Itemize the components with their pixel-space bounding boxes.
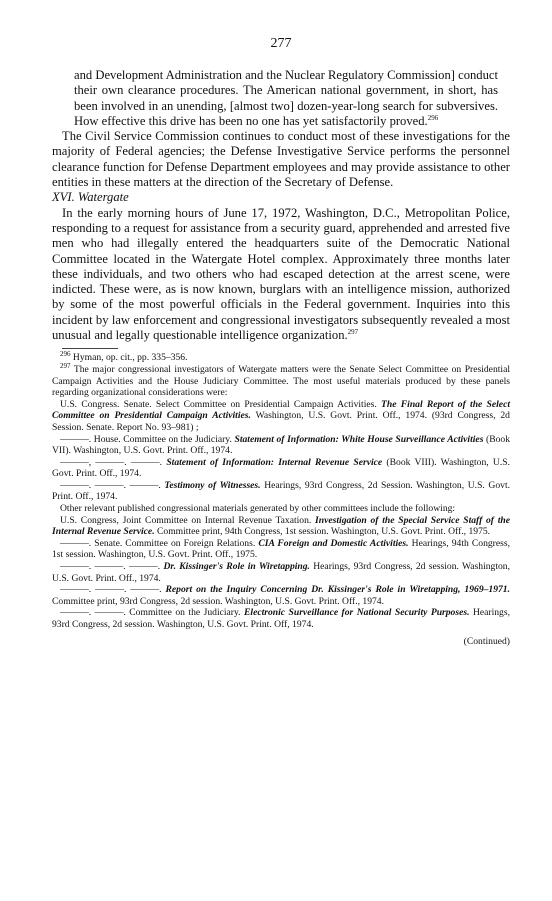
continued-label: (Continued) <box>463 635 510 647</box>
section-heading: XVI. Watergate <box>52 190 129 205</box>
footnote-297: $^{297}$ The major congressional investigators of Watergate matters were the Senate Select Committee on Presidential Campaign Activities and the House Judiciary Committee. The most useful materials produced by these panels regarding organizational considerations were: <box>52 361 510 399</box>
footnote-296: $^{296}$ Hyman, op. cit., pp. 335–356. <box>60 350 188 364</box>
other-materials-intro: Other relevant published congressional materials generated by other committees include the following: <box>60 503 456 515</box>
paragraph-watergate: In the early morning hours of June 17, 1972, Washington, D.C., Metropolitan Police, responding to a request for assistance from a security guard, apprehended and arrested five men who had illegally entered the headquarters suite of the Democratic National Committee located in the Watergate Hotel complex. Approximately three months later these individuals, and two others who had escaped detection at the arrest scene, were indicted. These were, as is now known, burglars with an intelligence mission, authorized by some of the most powerful officials in the Federal government. Inquiries into this incident by law enforcement and congressional investigators subsequently revealed a most unusual and legally questionable intelligence organization.$^{297}$ <box>52 205 510 343</box>
document-page <box>52 36 510 647</box>
citation-entry: U.S. Congress. Senate. Select Committee on Presidential Campaign Activities. The Final Report of the Select Committee on Presidential Campaign Activities. Washington, U.S. Govt. Print. Off., 1974. (93rd Congress, 2d Session. Senate. Report No. 93–981) ; <box>52 398 510 433</box>
footnotes <box>52 352 510 630</box>
paragraph-civil-service: The Civil Service Commission continues to conduct most of these investigations for the majority of Federal agencies; the Defense Investigative Service performs the personnel clearance function for Defense Department employees and may provide assistance to other entities in these matters at the direction of the Secretary of Defense. <box>52 129 510 190</box>
citation-entry: ———. ———. ———. Report on the Inquiry Concerning Dr. Kissinger's Role in Wiretapping, 1969–1971. Committee print, 93rd Congress, 2d session. Washington, U.S. Govt. Print. Off., 1974. <box>52 584 510 607</box>
citation-entry: ———. Senate. Committee on Foreign Relations. CIA Foreign and Domestic Activities. Hearings, 94th Congress, 1st session. Washington, U.S. Govt. Print. Off., 1975. <box>52 537 510 561</box>
footnote-ref-296: 296 <box>427 113 439 122</box>
page-number: 277 <box>270 36 292 51</box>
quote-block: and Development Administration and the Nuclear Regulatory Commission] conduct their own clearance procedures. The American national government, in short, has been involved in an unending, [almost two] dozen-year-long search for subversives. How effective this drive has been no one has yet satisfactorily proved.$^{296}$ <box>74 68 498 128</box>
citation-entry: ———. House. Committee on the Judiciary. Statement of Information: White House Surveillance Activities (Book VII). Washington, U.S. Govt. Print. Off., 1974. <box>52 433 511 457</box>
footnote-ref-297: 297 <box>347 327 359 336</box>
citation-entry: U.S. Congress, Joint Committee on Internal Revenue Taxation. Investigation of the Special Service Staff of the Internal Revenue Service. Committee print, 94th Congress, 1st session. Washington, U.S. Govt. Print. Off., 1975. <box>52 514 511 538</box>
citation-entry: ———, ———. ———. Statement of Information: Internal Revenue Service (Book VIII). Washington, U.S. Govt. Print. Off., 1974. <box>52 456 510 480</box>
citation-entry: ———. ———. ———. Testimony of Witnesses. Hearings, 93rd Congress, 2d Session. Washington, U.S. Govt. Print. Off., 1974. <box>52 479 511 503</box>
citation-entry: ———. ———. Committee on the Judiciary. Electronic Surveillance for National Security Purposes. Hearings, 93rd Congress, 2d session. Washington, U.S. Govt. Print. Off, 1974. <box>52 607 510 630</box>
citation-entry: ———. ———. ———. Dr. Kissinger's Role in Wiretapping. Hearings, 93rd Congress, 2d session. Washington, U.S. Govt. Print. Off., 1974. <box>52 561 511 584</box>
